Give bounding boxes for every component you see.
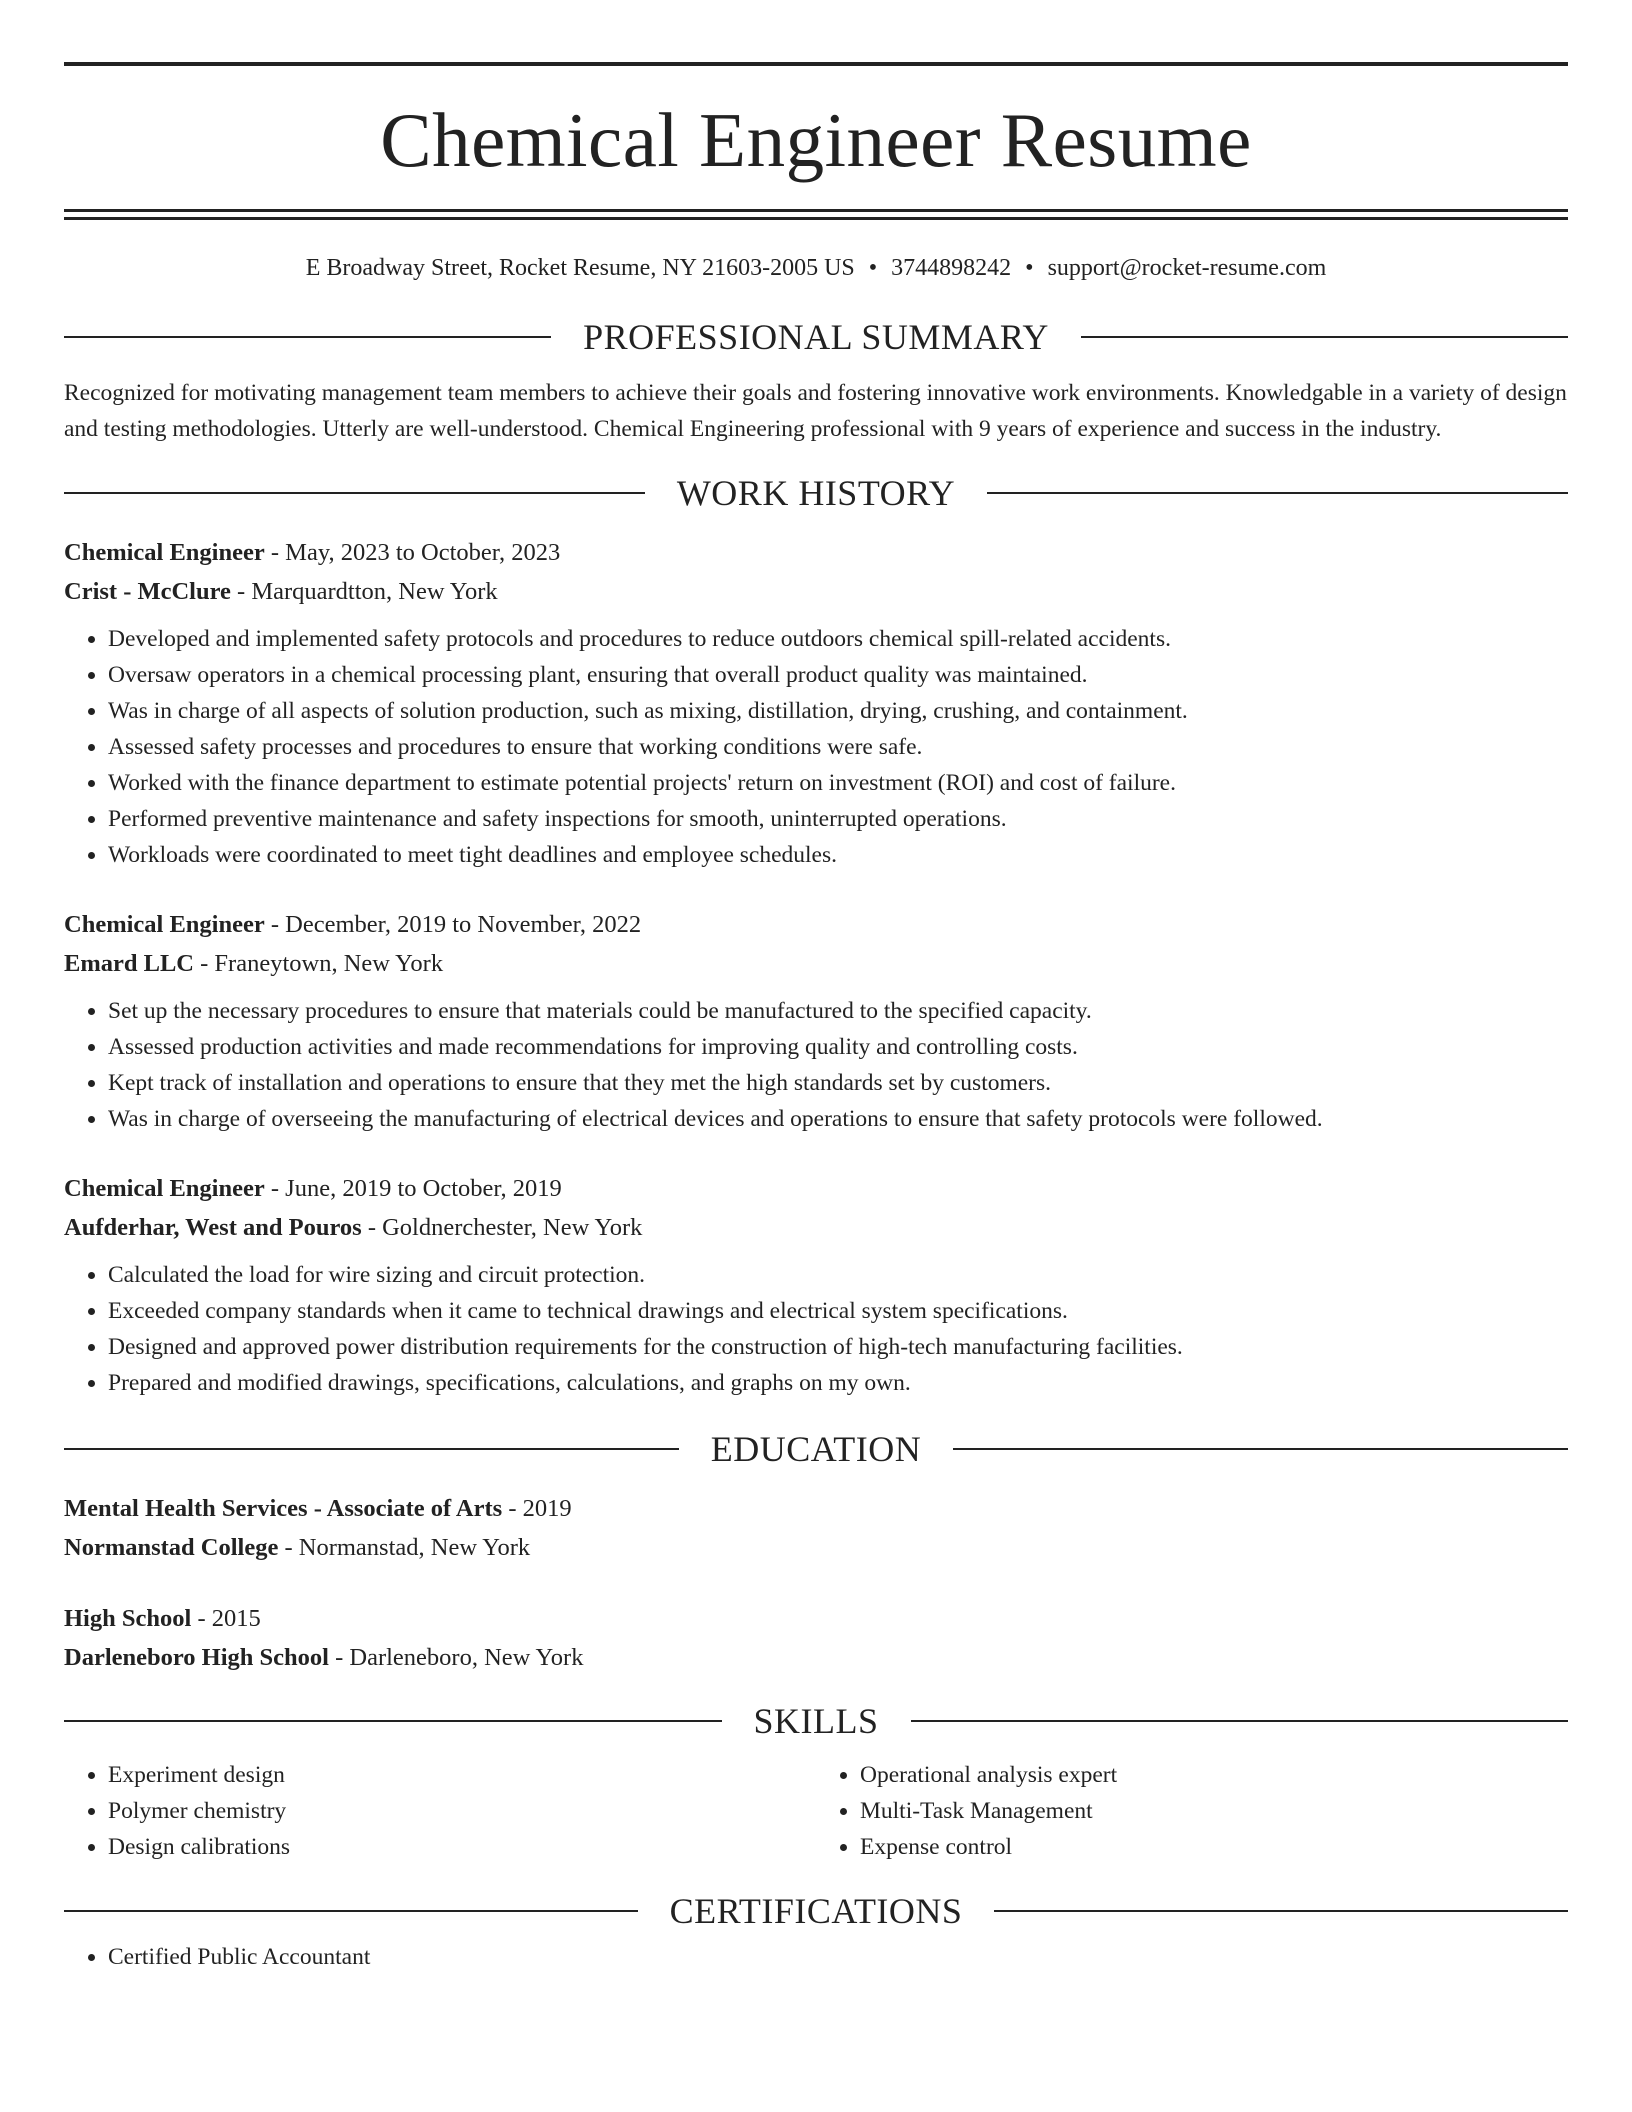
job-entry: [64, 1169, 1568, 1401]
education-degree-line: [64, 1489, 1568, 1528]
list-item: • Workloads were coordinated to meet tight deadlines and employee schedules.: [108, 837, 1568, 873]
contact-separator: •: [868, 255, 878, 281]
education-degree: High School: [64, 1604, 192, 1632]
job-bullets: [64, 1257, 1568, 1401]
divider-line: [64, 1720, 722, 1722]
section-heading-education: [64, 1428, 1568, 1469]
education-school: Darleneboro High School: [64, 1643, 329, 1671]
section-title: WORK HISTORY: [676, 472, 956, 513]
contact-address: E Broadway Street, Rocket Resume, NY 21603-2005 US: [305, 255, 855, 281]
list-item: • Designed and approved power distribution requirements for the construction of high-tech manufacturing facilities.: [108, 1329, 1568, 1365]
list-item: • Experiment design: [108, 1757, 816, 1793]
education-degree: Mental Health Services - Associate of Arts: [64, 1494, 503, 1522]
education-entry: [64, 1489, 1568, 1567]
list-item: • Assessed safety processes and procedures to ensure that working conditions were safe.: [108, 729, 1568, 765]
title-double-rule: [64, 209, 1568, 220]
list-item: • Design calibrations: [108, 1829, 816, 1865]
section-heading-summary: [64, 316, 1568, 357]
top-rule: [64, 62, 1568, 66]
list-item: • Calculated the load for wire sizing and circuit protection.: [108, 1257, 1568, 1293]
contact-separator: •: [1025, 255, 1034, 281]
contact-email: support@rocket-resume.com: [1047, 255, 1327, 281]
list-item: • Expense control: [860, 1829, 1568, 1865]
job-company: Emard LLC: [64, 949, 195, 977]
section-title: PROFESSIONAL SUMMARY: [583, 316, 1049, 357]
skills-columns: [64, 1757, 1568, 1865]
skills-list-right: [816, 1757, 1568, 1865]
section-title: EDUCATION: [710, 1428, 922, 1469]
page-title: Chemical Engineer Resume: [380, 97, 1252, 183]
section-heading-certifications: [64, 1890, 1568, 1931]
job-dates: - December, 2019 to November, 2022: [264, 910, 642, 938]
job-entry: [64, 533, 1568, 873]
job-location: - Marquardtton, New York: [230, 577, 498, 605]
list-item: • Operational analysis expert: [860, 1757, 1568, 1793]
list-item: • Worked with the finance department to estimate potential projects' return on investment (ROI) and cost of failure.: [108, 765, 1568, 801]
job-company-line: [64, 1208, 1568, 1247]
job-title-line: [64, 905, 1568, 944]
education-school: Normanstad College: [64, 1533, 279, 1561]
list-item: • Oversaw operators in a chemical processing plant, ensuring that overall product quality was maintained.: [108, 657, 1568, 693]
summary-text: Recognized for motivating management team members to achieve their goals and fostering innovative work environments. Knowledgable in a variety of design and testing methodologies. Utterly are well-understood. Chemical Engineering professional with 9 years of experience and success in the industry.: [64, 379, 1567, 442]
job-company: Aufderhar, West and Pouros: [64, 1213, 362, 1241]
job-dates: - May, 2023 to October, 2023: [264, 538, 561, 566]
education-location: - Normanstad, New York: [278, 1533, 531, 1561]
list-item: • Kept track of installation and operations to ensure that they met the high standards set by customers.: [108, 1065, 1568, 1101]
list-item: • Polymer chemistry: [108, 1793, 816, 1829]
job-dates: - June, 2019 to October, 2019: [264, 1174, 562, 1202]
list-item: • Assessed production activities and made recommendations for improving quality and controlling costs.: [108, 1029, 1568, 1065]
job-company-line: [64, 572, 1568, 611]
list-item: • Certified Public Accountant: [108, 1939, 1568, 1975]
job-location: - Goldnerchester, New York: [361, 1213, 643, 1241]
job-title: Chemical Engineer: [64, 910, 265, 938]
job-location: - Franeytown, New York: [194, 949, 444, 977]
contact-phone: 3744898242: [891, 255, 1012, 281]
job-title-line: [64, 1169, 1568, 1208]
job-bullets: [64, 621, 1568, 873]
job-bullets: [64, 993, 1568, 1137]
education-year: - 2015: [191, 1604, 261, 1632]
divider-line: [987, 492, 1568, 494]
list-item: • Set up the necessary procedures to ensure that materials could be manufactured to the specified capacity.: [108, 993, 1568, 1029]
divider-line: [64, 336, 551, 338]
divider-line: [64, 1910, 638, 1912]
education-school-line: [64, 1528, 1568, 1567]
education-location: - Darleneboro, New York: [328, 1643, 584, 1671]
job-entry: [64, 905, 1568, 1137]
education-year: - 2019: [502, 1494, 572, 1522]
divider-line: [911, 1720, 1569, 1722]
divider-line: [953, 1448, 1568, 1450]
education-degree-line: [64, 1599, 1568, 1638]
list-item: • Exceeded company standards when it came to technical drawings and electrical system specifications.: [108, 1293, 1568, 1329]
divider-line: [64, 1448, 679, 1450]
certifications-list: [64, 1939, 1568, 1975]
section-title: SKILLS: [753, 1700, 879, 1741]
list-item: • Was in charge of overseeing the manufacturing of electrical devices and operations to ensure that safety protocols were followed.: [108, 1101, 1568, 1137]
contact-line: [64, 254, 1568, 283]
list-item: • Developed and implemented safety protocols and procedures to reduce outdoors chemical spill-related accidents.: [108, 621, 1568, 657]
section-heading-work-history: [64, 472, 1568, 513]
education-school-line: [64, 1638, 1568, 1677]
job-title: Chemical Engineer: [64, 538, 265, 566]
section-title: CERTIFICATIONS: [669, 1890, 963, 1931]
divider-line: [64, 492, 645, 494]
section-heading-skills: [64, 1700, 1568, 1741]
divider-line: [1081, 336, 1568, 338]
job-title: Chemical Engineer: [64, 1174, 265, 1202]
job-title-line: [64, 533, 1568, 572]
divider-line: [994, 1910, 1568, 1912]
list-item: • Performed preventive maintenance and safety inspections for smooth, uninterrupted operations.: [108, 801, 1568, 837]
job-company: Crist - McClure: [64, 577, 231, 605]
list-item: • Prepared and modified drawings, specifications, calculations, and graphs on my own.: [108, 1365, 1568, 1401]
job-company-line: [64, 944, 1568, 983]
education-entry: [64, 1599, 1568, 1677]
list-item: • Multi-Task Management: [860, 1793, 1568, 1829]
skills-list-left: [64, 1757, 816, 1865]
list-item: • Was in charge of all aspects of solution production, such as mixing, distillation, drying, crushing, and containment.: [108, 693, 1568, 729]
